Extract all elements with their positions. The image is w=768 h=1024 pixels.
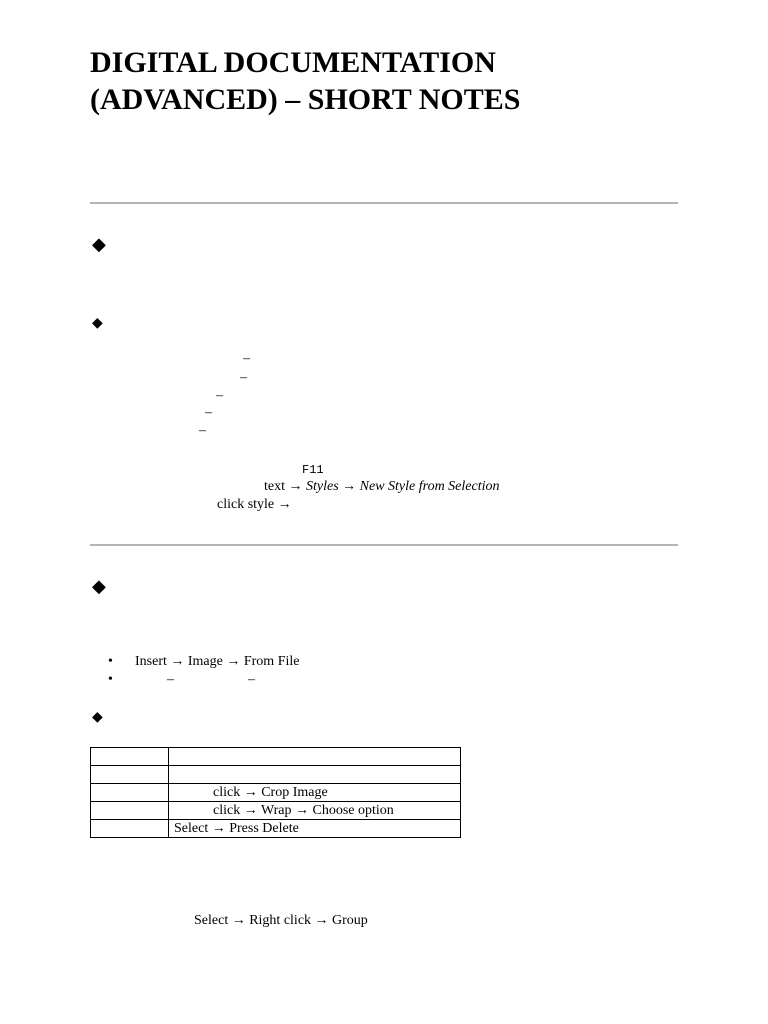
bullet-dot: • [108,654,113,669]
table-cell [169,748,461,766]
list-item-text: Insert → Image → From File [135,654,300,669]
group-instruction: Select → Right click → Group [194,913,368,928]
table-cell [91,766,169,784]
f11-key: F11 [302,463,324,477]
new-style-prefix: text → [264,479,303,494]
new-style-path: Styles → New Style from Selection [306,479,500,494]
dash-marker: – [205,405,212,420]
table-row [91,766,461,784]
new-style-instruction [264,478,500,496]
table-row [91,748,461,766]
table-cell [91,802,169,820]
apply-style-instruction: click style → [217,497,292,512]
section-divider [90,544,678,546]
table-cell: Select → Press Delete [169,820,461,838]
section-divider [90,202,678,204]
diamond-bullet-icon: ◆ [92,710,103,725]
dash-marker: – [243,351,250,366]
page-title [90,44,520,118]
table-cell: click → Crop Image [169,784,461,802]
bullet-dot: • [108,672,113,687]
table-cell [91,820,169,838]
table-cell [169,766,461,784]
image-operations-table [90,747,461,838]
table-cell [91,748,169,766]
table-cell: click → Wrap → Choose option [169,802,461,820]
table-row [91,820,461,838]
dash-marker: – [167,672,174,687]
diamond-bullet-icon: ◆ [92,316,103,331]
dash-marker: – [216,388,223,403]
diamond-bullet-icon: ◆ [92,576,106,596]
dash-marker: – [248,672,255,687]
table-row [91,784,461,802]
dash-marker: – [240,370,247,385]
table-cell [91,784,169,802]
dash-marker: – [199,423,206,438]
page-title-line-2: (ADVANCED) – SHORT NOTES [90,83,521,116]
page-title-line-1: DIGITAL DOCUMENTATION [90,46,496,79]
diamond-bullet-icon: ◆ [92,234,106,254]
table-row [91,802,461,820]
